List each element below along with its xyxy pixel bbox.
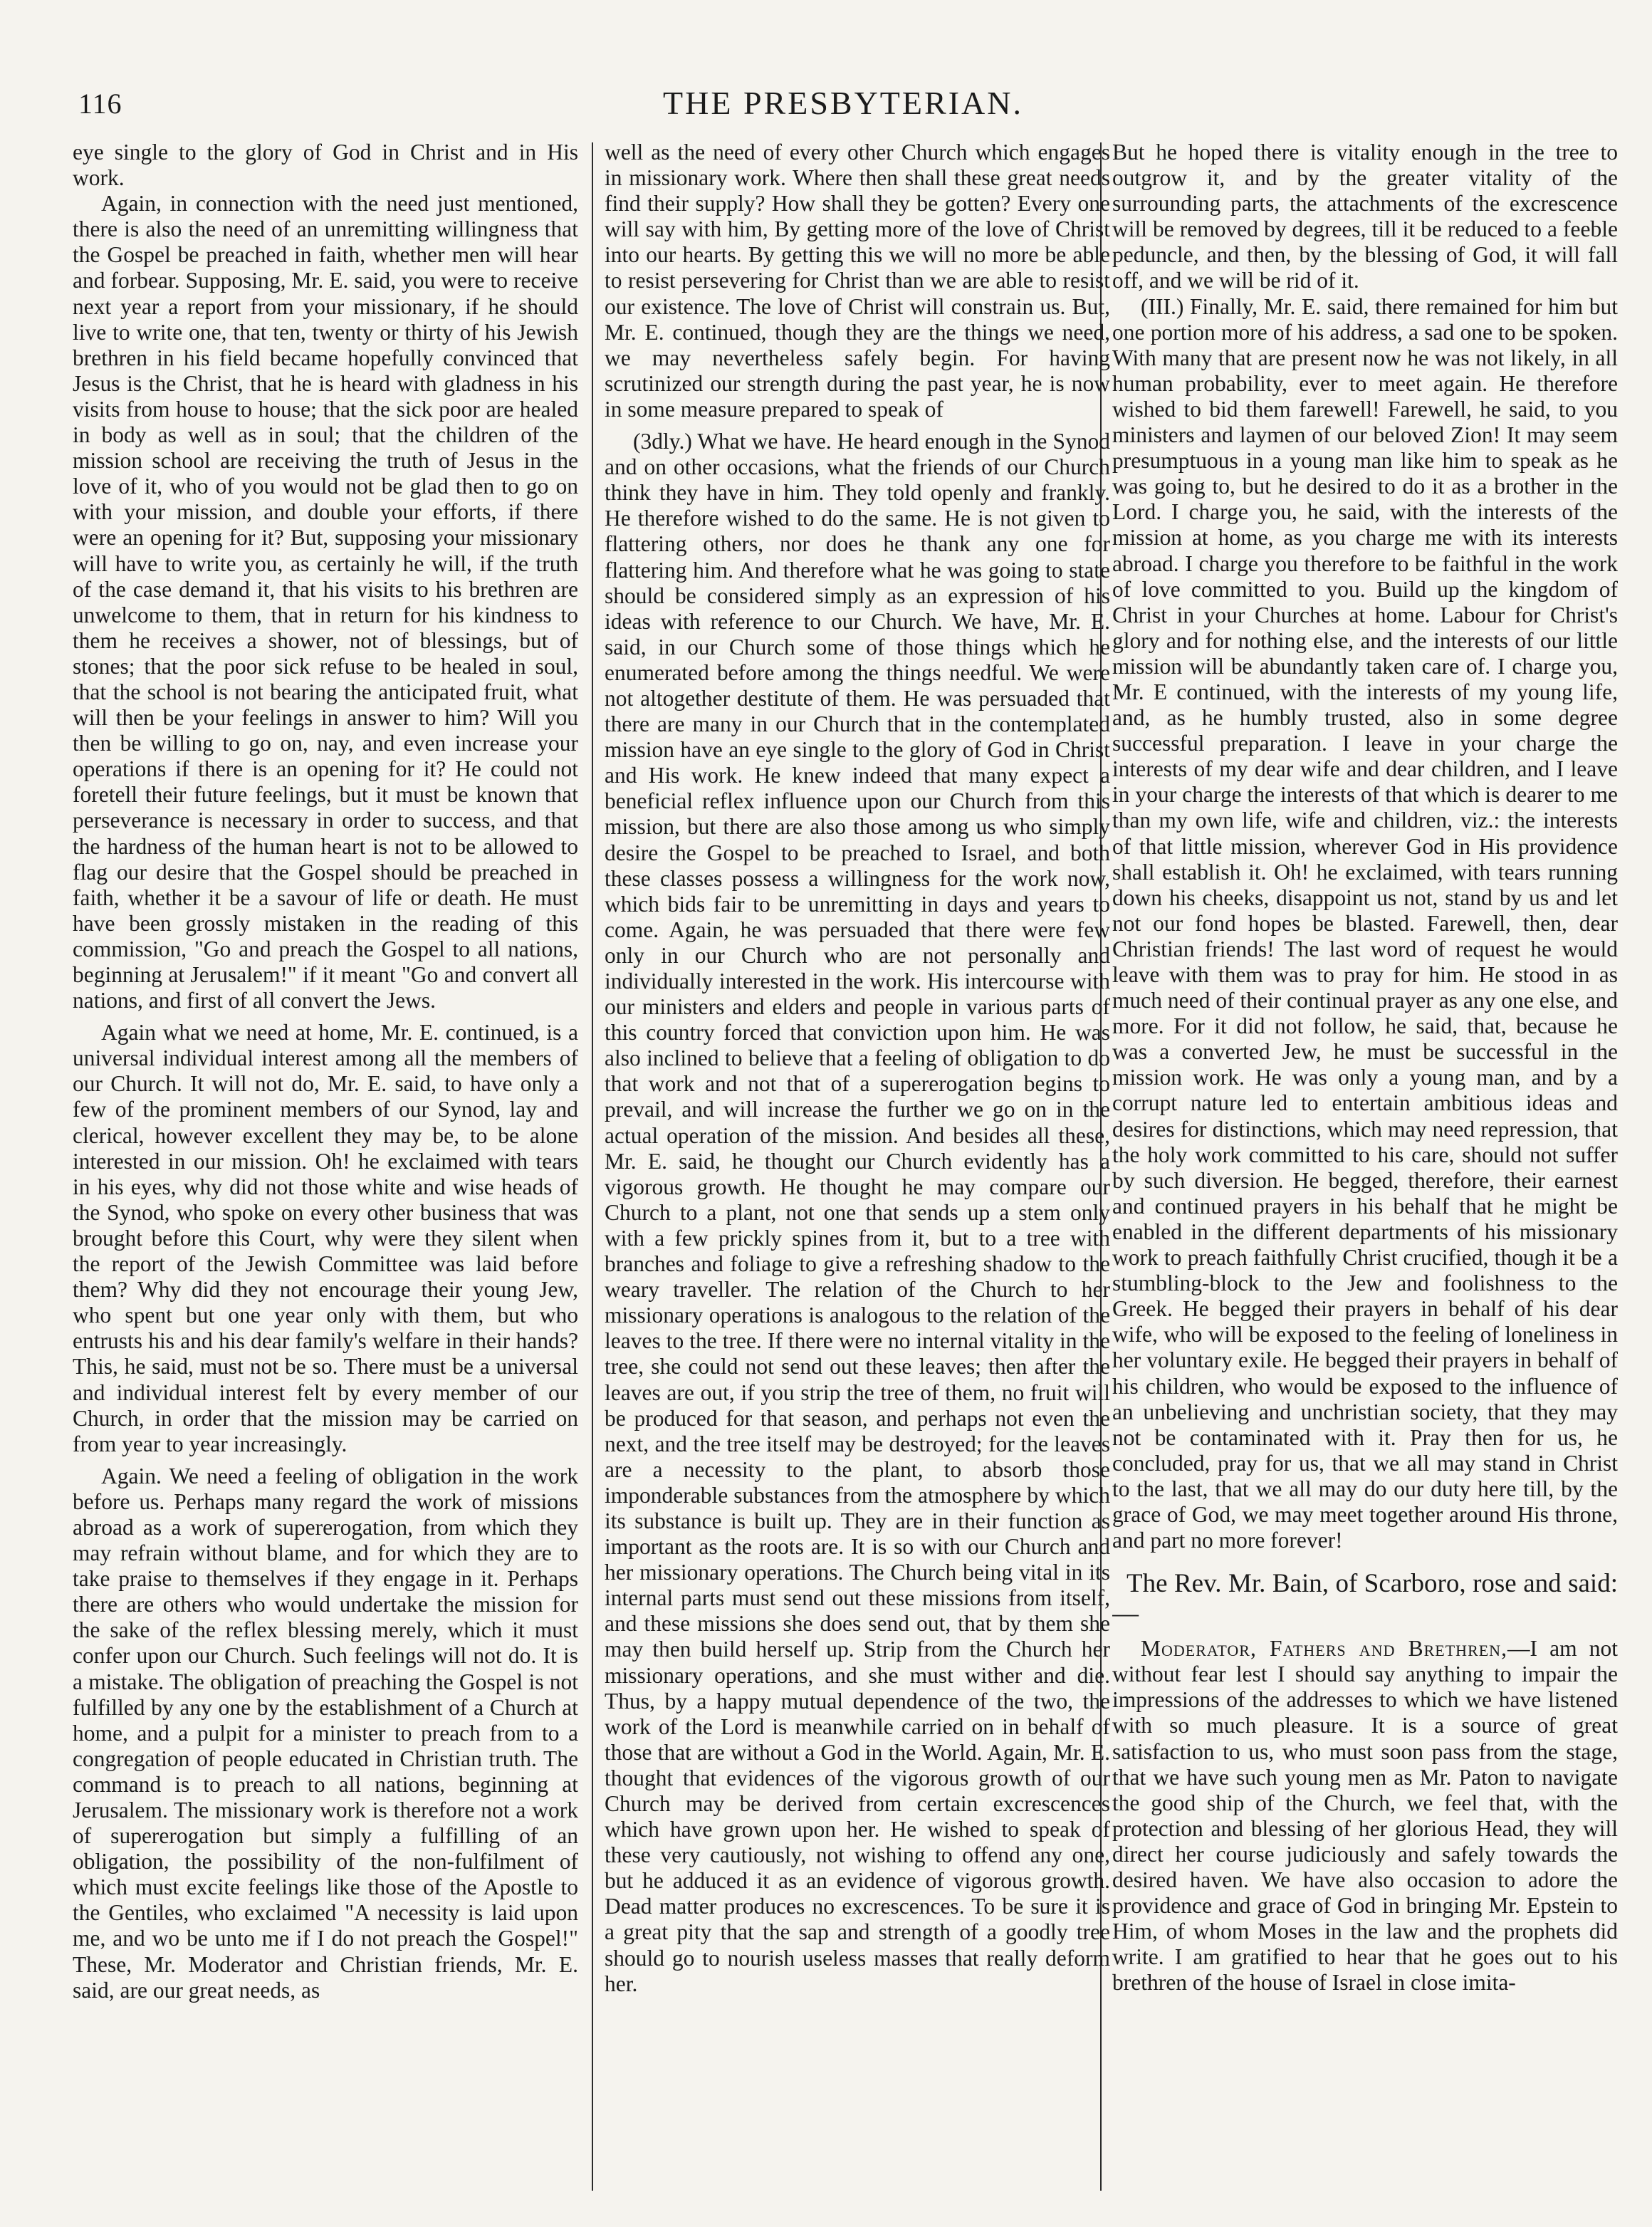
page-header bbox=[68, 84, 1618, 131]
paragraph-text: —I am not without fear lest I should say anything to impair the impressions of the addresses to which we have listened with so much pleasure. It is a source of great satisfaction to us, who must soon pass from the stage, that we have such young men as Mr. Paton to navigate the good ship of the Church, we feel that, with the protection and blessing of her glorious Head, they will direct her course judiciously and safely towards the desired haven. We have also occasion to adore the providence and grace of God in bringing Mr. Epstein to Him, of whom Moses in the law and the prophets did write. I am gratified to hear that he goes out to his brethren of the house of Israel in close imita- bbox=[1112, 1636, 1618, 1996]
paragraph: well as the need of every other Church which engages in missionary work. Where then shall these great needs find their supply? How shall they be gotten? Every one will say with him, By getting more of the love of Christ into our hearts. By getting this we will no more be able to resist persevering for Christ than we are able to resist our existence. The love of Christ will constrain us. But, Mr. E. continued, though they are the things we need, we may nevertheless safely begin. For having scrutinized our strength during the past year, he is now in some measure prepared to speak of bbox=[605, 140, 1110, 422]
column-1 bbox=[73, 140, 578, 2191]
column-2 bbox=[605, 140, 1110, 2191]
paragraph: Again what we need at home, Mr. E. continued, is a universal individual interest among all the members of our Church. It will not do, Mr. E. said, to have only a few of the prominent members of our Synod, lay and clerical, however excellent they may be, to be alone interested in our mission. Oh! he exclaimed with tears in his eyes, why did not those white and wise heads of the Synod, who spoke on every other business that was brought before this Court, why were they silent when the report of the Jewish Committee was laid before them? Why did they not encourage their young Jew, who spent but one year only with them, but who entrusts his and his dear family's welfare in their hands? This, he said, must not be so. There must be a universal and individual interest felt by every member of our Church, in order that the mission may be carried on from year to year increasingly. bbox=[73, 1020, 578, 1456]
page-number: 116 bbox=[78, 88, 122, 120]
paragraph bbox=[1112, 1636, 1618, 1996]
paragraph: Again. We need a feeling of obligation in the work before us. Perhaps many regard the work of missions abroad as a work of supererogation, from which they may refrain without blame, and for which they are to take praise to themselves if they engage in it. Perhaps there are others who would undertake the mission for the sake of the reflex blessing merely, which it must confer upon our Church. Such feelings will not do. It is a mistake. The obligation of preaching the Gospel is not fulfilled by any one by the establishment of a Church at home, and a pulpit for a minister to preach from to a congregation of people educated in Christian truth. The command is to preach to all nations, beginning at Jerusalem. The missionary work is therefore not a work of supererogation but simply a fulfilling of an obligation, the possibility of the non-fulfilment of which must excite feelings like those of the Apostle to the Gentiles, who exclaimed "A necessity is laid upon me, and wo be unto me if I do not preach the Gospel!" These, Mr. Moderator and Christian friends, Mr. E. said, are our great needs, as bbox=[73, 1463, 578, 2003]
column-3 bbox=[1112, 140, 1618, 2191]
paragraph: (III.) Finally, Mr. E. said, there remained for him but one portion more of his address, a sad one to be spoken. With many that are present now he was not likely, in all human probability, ever to meet again. He therefore wished to bid them farewell! Farewell, he said, to you ministers and laymen of our beloved Zion! It may seem presumptuous in a young man like him to speak as he was going to, but he desired to do it as a brother in the Lord. I charge you, he said, with the interests of the mission at home, as you charge me with its interests abroad. I charge you therefore to be faithful in the work of love committed to you. Build up the kingdom of Christ in your Churches at home. Labour for Christ's glory and for nothing else, and the interests of our little mission will be abundantly taken care of. I charge you, Mr. E continued, with the interests of my young life, and, as he humbly trusted, also in some degree successful preparation. I leave in your charge the interests of my dear wife and dear children, and I leave in your charge the interests of that which is dearer to me than my own life, wife and children, viz.: the interests of that little mission, wherever God in His providence shall establish it. Oh! he exclaimed, with tears running down his cheeks, disappoint us not, stand by us and let not our fond hopes be blasted. Farewell, then, dear Christian friends! The last word of request he would leave with them was to pray for him. He stood in as much need of their continual prayer as any one else, and more. For it did not follow, he said, that, because he was a converted Jew, he must be successful in the mission work. He was only a young man, and by a corrupt nature led to entertain ambitious ideas and desires for distinctions, which may need repression, that the holy work committed to his care, should not suffer by such diversion. He begged, therefore, their earnest and continued prayers in his behalf that he might be enabled in the different departments of his missionary work to preach faithfully Christ crucified, though it be a stumbling-block to the Jew and foolishness to the Greek. He begged their prayers in behalf of his dear wife, who will be exposed to the feeling of loneliness in her voluntary exile. He begged their prayers in behalf of his children, who would be exposed to the influence of an unbelieving and unchristian society, that they may not be contaminated with it. Pray then for us, he concluded, pray for us, that we all may stand in Christ to the last, that we all may do our duty here till, by the grace of God, we may meet together around His throne, and part no more forever! bbox=[1112, 293, 1618, 1553]
address-label: Moderator, Fathers and Brethren, bbox=[1141, 1636, 1507, 1662]
paragraph: eye single to the glory of God in Christ and in His work. bbox=[73, 140, 578, 191]
running-title: THE PRESBYTERIAN. bbox=[663, 85, 1023, 121]
paragraph: But he hoped there is vitality enough in the tree to outgrow it, and by the greater vitality of the surrounding parts, the attachments of the excrescence will be removed by degrees, till it be reduced to a feeble peduncle, and then, by the blessing of God, it will fall off, and we will be rid of it. bbox=[1112, 140, 1618, 293]
paragraph: Again, in connection with the need just mentioned, there is also the need of an unremitting willingness that the Gospel be preached in faith, whether men will hear and forbear. Supposing, Mr. E. said, you were to receive next year a report from your missionary, if he should live to write one, that ten, twenty or thirty of his Jewish brethren in his field became hopefully convinced that Jesus is the Christ, that he is heard with gladness in his visits from house to house; that the sick poor are healed in body as well as in soul; that the children of the mission school are receiving the truth of Jesus in the love of it, who of you would not be glad then to go on with your mission, and double your efforts, if there were an opening for it? But, supposing your missionary will have to write you, as certainly he will, if the truth of the case demand it, that his visits to his brethren are unwelcome to them, that in return for his kindness to them he receives a shower, not of blessings, but of stones; that the poor sick refuse to be healed in soul, that the school is not bearing the anticipated fruit, what will then be your feelings in answer to him? Will you then be willing to go on, nay, and even increase your operations if there is an opening for it? He could not foretell their future feelings, but it must be known that perseverance is necessary in order to success, and that the hardness of the human heart is not to be allowed to flag our desire that the Gospel should be preached in faith, whether it be a savour of life or death. He must have been grossly mistaken in the reading of this commission, "Go and preach the Gospel to all nations, beginning at Jerusalem!" if it meant "Go and convert all nations, and first of all convert the Jews. bbox=[73, 191, 578, 1013]
speaker-heading: The Rev. Mr. Bain, of Scarboro, rose and said:— bbox=[1112, 1569, 1618, 1629]
column-rule-left bbox=[592, 142, 593, 2191]
paragraph: (3dly.) What we have. He heard enough in the Synod and on other occasions, what the friends of our Church think they have in him. They told openly and frankly. He therefore wished to do the same. He is not given to flattering others, nor does he thank any one for flattering him. And therefore what he was going to state should be considered simply as an expression of his ideas with reference to our Church. We have, Mr. E. said, in our Church some of those things which he enumerated before among the things needful. We were not altogether destitute of them. He was persuaded that there are many in our Church that in the contemplated mission have an eye single to the glory of God in Christ and His work. He knew indeed that many expect a beneficial reflex influence upon our Church from this mission, but there are also those among us who simply desire the Gospel to be preached to Israel, and both these classes possess a willingness for the work now, which bids fair to be unremitting in days and years to come. Again, he was persuaded that there were few only in our Church who are not personally and individually interested in the work. His intercourse with our ministers and elders and people in various parts of this country forced that conviction upon him. He was also inclined to believe that a feeling of obligation to do that work and not that of a supererogation begins to prevail, and will increase the further we go on in the actual operation of the mission. And besides all these, Mr. E. said, he thought our Church evidently has a vigorous growth. He thought he may compare our Church to a plant, not one that sends up a stem only with a few prickly spines from it, but to a tree with branches and foliage to give a refreshing shadow to the weary traveller. The relation of the Church to her missionary operations is analogous to the relation of the leaves to the tree. If there were no internal vitality in the tree, she could not send out these leaves; then after the leaves are out, if you strip the tree of them, no fruit will be produced for that season, and perhaps not even the next, and the tree itself may be destroyed; for the leaves are a necessity to the plant, to absorb those imponderable substances from the atmosphere by which its substance is built up. They are in their function as important as the roots are. It is so with our Church and her missionary operations. The Church being vital in its internal parts must send out these missions from itself, and these missions she does send out, that by them she may then build herself up. Strip from the Church her missionary operations, and she must wither and die. Thus, by a happy mutual dependence of the two, the work of the Lord is meanwhile carried on in behalf of those that are without a God in the World. Again, Mr. E. thought that evidences of the vigorous growth of our Church may be derived from certain excrescences which have grown upon her. He wished to speak of these very cautiously, not wishing to offend any one, but he adduced it as an evidence of vigorous growth. Dead matter produces no excrescences. To be sure it is a great pity that the sap and strength of a goodly tree should go to nourish useless masses that really deform her. bbox=[605, 429, 1110, 1996]
